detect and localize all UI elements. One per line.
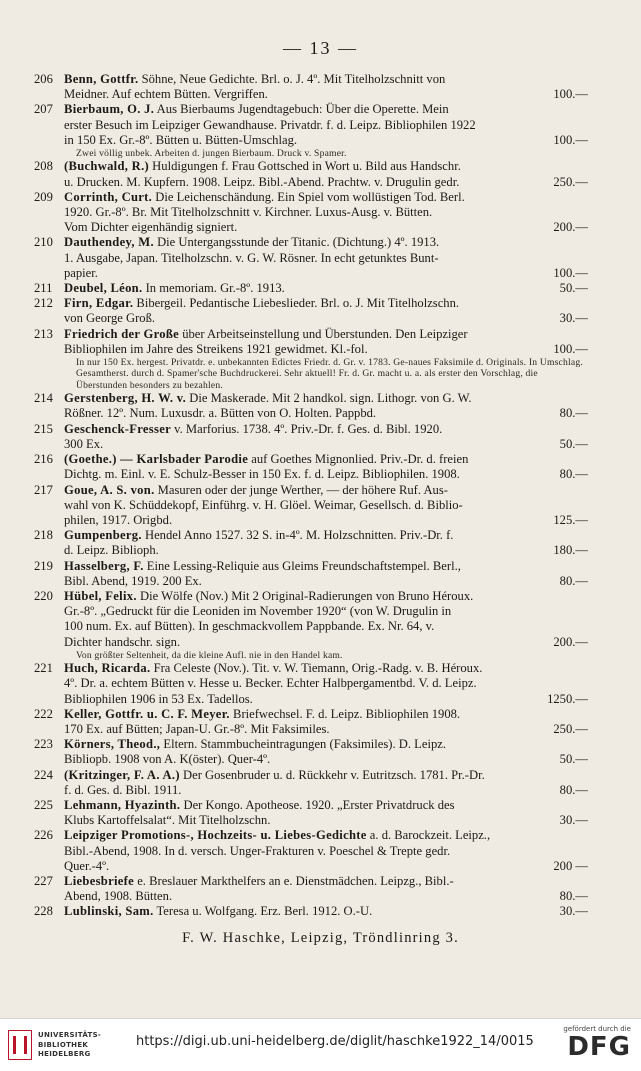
entry-author: Gerstenberg, H. W. v. bbox=[64, 391, 187, 406]
entry-text: e. Breslauer Markthelfers an e. Dienstmädchen. Leipzg., Bibl.- bbox=[134, 873, 454, 888]
catalog-entry bbox=[34, 452, 588, 482]
entry-number: 223 bbox=[34, 737, 53, 752]
entry-number: 228 bbox=[34, 904, 53, 919]
entry-number: 221 bbox=[34, 661, 53, 676]
entry-text: Der Gosenbruder u. d. Rückkehr v. Eutritzsch. 1781. Pr.-Dr. bbox=[179, 767, 485, 782]
entry-price: 200.— bbox=[553, 220, 588, 235]
entry-price: 250.— bbox=[553, 721, 588, 736]
entry-line bbox=[64, 619, 588, 634]
entry-author: Deubel, Léon. bbox=[64, 281, 143, 296]
entry-author: Benn, Gottfr. bbox=[64, 72, 139, 86]
entry-price: 80.— bbox=[559, 573, 588, 588]
entry-number: 208 bbox=[34, 159, 53, 174]
entry-text: Rößner. 12º. Num. Luxusdr. a. Bütten von O. Holten. Pappbd. bbox=[64, 406, 377, 421]
heidelberg-logo-icon bbox=[8, 1030, 32, 1060]
entry-number: 214 bbox=[34, 391, 53, 406]
entry-author: (Kritzinger, F. A. A.) bbox=[64, 767, 180, 782]
entry-line bbox=[64, 467, 588, 482]
catalog-entry bbox=[34, 235, 588, 281]
entry-author: Firn, Edgar. bbox=[64, 296, 134, 311]
entry-number: 219 bbox=[34, 558, 53, 573]
university-library-logo[interactable] bbox=[8, 1027, 140, 1065]
entry-line bbox=[64, 589, 588, 604]
entry-line bbox=[64, 159, 588, 174]
entry-text: In memoriam. Gr.-8º. 1913. bbox=[142, 281, 285, 296]
catalog-entry bbox=[34, 828, 588, 874]
entry-price: 80.— bbox=[559, 889, 588, 904]
entry-line bbox=[64, 559, 588, 574]
entry-text: 1920. Gr.-8º. Br. Mit Titelholzschnitt v. Kirchner. Luxus-Ausg. v. Bütten. bbox=[64, 205, 433, 220]
entry-text: Die Wölfe (Nov.) Mit 2 Original-Radierungen von Bruno Héroux. bbox=[136, 588, 474, 603]
entry-number: 215 bbox=[34, 421, 53, 436]
entry-note: In nur 150 Ex. hergest. Privatdr. e. unbekannten Edictes Friedr. d. Gr. v. 1783. Ge-naues Faksimile d. Originals. In Umschlag. Gesamtherst. durch d. Spamer'sche Buchdruckerei. Sehr aktuell! Fr. d. Gr. macht u. a. als erster den Vorschlag, die Überstunden besonders zu bezahlen. bbox=[76, 357, 583, 391]
entry-line bbox=[64, 904, 588, 919]
entry-number: 225 bbox=[34, 797, 53, 812]
entry-text: von George Groß. bbox=[64, 311, 156, 326]
entry-line bbox=[64, 574, 588, 589]
entry-text: Masuren oder der junge Werther, — der höhere Ruf. Aus- bbox=[154, 482, 448, 497]
entry-author: Gumpenberg. bbox=[64, 528, 142, 543]
entry-line bbox=[64, 692, 588, 707]
entry-text: Meidner. Auf echtem Bütten. Vergriffen. bbox=[64, 87, 268, 102]
entry-line bbox=[64, 874, 588, 889]
entry-line bbox=[64, 87, 588, 102]
entry-line bbox=[64, 220, 588, 235]
entry-line bbox=[64, 707, 588, 722]
publisher-line: F. W. Haschke, Leipzig, Tröndlinring 3. bbox=[182, 930, 459, 946]
entry-line bbox=[64, 498, 588, 513]
entry-text: Bibliophilen im Jahre des Streikens 1921 gewidmet. Kl.-fol. bbox=[64, 341, 368, 356]
entry-number: 220 bbox=[34, 588, 53, 603]
entry-price: 1250.— bbox=[547, 691, 588, 706]
entry-line bbox=[64, 296, 588, 311]
entry-author: (Buchwald, R.) bbox=[64, 159, 150, 174]
catalog-entry bbox=[34, 391, 588, 421]
catalog-entry bbox=[34, 661, 588, 707]
entry-text: auf Goethes Mignonlied. Priv.-Dr. d. freien bbox=[248, 452, 469, 467]
entry-text: Eine Lessing-Reliquie aus Gleims Freundschaftstempel. Berl., bbox=[143, 558, 461, 573]
catalog-entry bbox=[34, 589, 588, 661]
entry-price: 100.— bbox=[553, 265, 588, 280]
entry-text: Bibliophilen 1906 in 53 Ex. Tadellos. bbox=[64, 691, 253, 706]
entry-author: Liebesbriefe bbox=[64, 873, 135, 888]
entry-text: v. Marforius. 1738. 4º. Priv.-Dr. f. Ges. d. Bibl. 1920. bbox=[171, 421, 443, 436]
entry-author: Huch, Ricarda. bbox=[64, 661, 151, 676]
catalog-entries bbox=[34, 72, 588, 920]
catalog-entry bbox=[34, 768, 588, 798]
entry-text: Bibergeil. Pedantische Liebeslieder. Brl. o. J. Mit Titelholzschn. bbox=[133, 296, 460, 311]
entry-author: Goue, A. S. von. bbox=[64, 482, 155, 497]
catalog-entry bbox=[34, 72, 588, 102]
entry-price: 30.— bbox=[559, 904, 588, 919]
entry-text: Hendel Anno 1527. 32 S. in-4º. M. Holzschnitten. Priv.-Dr. f. bbox=[141, 528, 454, 543]
entry-line bbox=[64, 768, 588, 783]
entry-line bbox=[64, 437, 588, 452]
entry-text: Vom Dichter eigenhändig signiert. bbox=[64, 220, 238, 235]
entry-line bbox=[64, 528, 588, 543]
entry-price: 125.— bbox=[553, 512, 588, 527]
entry-price: 80.— bbox=[559, 467, 588, 482]
entry-author: Geschenck-Fresser bbox=[64, 421, 171, 436]
entry-line bbox=[64, 102, 588, 117]
entry-line bbox=[64, 251, 588, 266]
entry-text: Abend, 1908. Bütten. bbox=[64, 889, 173, 904]
entry-author: Leipziger Promotions-, Hochzeits- u. Liebes-Gedichte bbox=[64, 828, 367, 843]
entry-price: 50.— bbox=[559, 752, 588, 767]
entry-number: 207 bbox=[34, 102, 53, 117]
entry-text: 170 Ex. auf Bütten; Japan-U. Gr.-8º. Mit Faksimiles. bbox=[64, 721, 330, 736]
entry-line bbox=[64, 281, 588, 296]
entry-text: Der Kongo. Apotheose. 1920. „Erster Privatdruck des bbox=[180, 797, 455, 812]
entry-line bbox=[64, 722, 588, 737]
entry-number: 210 bbox=[34, 235, 53, 250]
entry-price: 200 — bbox=[553, 858, 588, 873]
entry-line bbox=[64, 190, 588, 205]
entry-number: 211 bbox=[34, 281, 53, 296]
entry-price: 50.— bbox=[559, 436, 588, 451]
catalog-entry bbox=[34, 707, 588, 737]
page-url-link[interactable]: https://digi.ub.uni-heidelberg.de/diglit/haschke1922_14/0015 bbox=[136, 1034, 534, 1049]
catalog-entry bbox=[34, 296, 588, 326]
entry-text: Eltern. Stammbucheintragungen (Faksimiles). D. Leipz. bbox=[160, 737, 446, 752]
entry-price: 200.— bbox=[553, 634, 588, 649]
entry-number: 209 bbox=[34, 189, 53, 204]
entry-text: u. Drucken. M. Kupfern. 1908. Leipz. Bibl.-Abend. Prachtw. v. Drugulin gedr. bbox=[64, 174, 460, 189]
entry-line bbox=[64, 266, 588, 281]
entry-text: in 150 Ex. Gr.-8º. Bütten u. Bütten-Umschlag. bbox=[64, 132, 298, 147]
catalog-entry bbox=[34, 422, 588, 452]
entry-text: Teresa u. Wolfgang. Erz. Berl. 1912. O.-U. bbox=[153, 904, 373, 919]
entry-text: erster Besuch im Leipziger Gewandhause. Privatdr. f. d. Leipz. Bibliophilen 1922 bbox=[64, 117, 476, 132]
entry-line bbox=[64, 737, 588, 752]
entry-note: Zwei völlig unbek. Arbeiten d. jungen Bierbaum. Druck v. Spamer. bbox=[76, 148, 347, 160]
catalog-entry bbox=[34, 874, 588, 904]
entry-line bbox=[64, 844, 588, 859]
entry-number: 226 bbox=[34, 828, 53, 843]
entry-line bbox=[64, 235, 588, 250]
dfg-logo[interactable] bbox=[559, 1025, 631, 1067]
entry-line bbox=[64, 889, 588, 904]
entry-price: 80.— bbox=[559, 782, 588, 797]
entry-note: Von größter Seltenheit, da die kleine Aufl. nie in den Handel kam. bbox=[76, 649, 343, 661]
entry-text: Dichtg. m. Einl. v. E. Schulz-Besser in 150 Ex. f. d. Leipz. Bibliophilen. 1908. bbox=[64, 467, 460, 482]
entry-number: 224 bbox=[34, 767, 53, 782]
entry-text: Gr.-8º. „Gedruckt für die Leoniden im November 1920“ (von W. Drugulin in bbox=[64, 604, 452, 619]
entry-text: Bibl. Abend, 1919. 200 Ex. bbox=[64, 573, 202, 588]
entry-line bbox=[64, 543, 588, 558]
entry-text: Dichter handschr. sign. bbox=[64, 634, 181, 649]
entry-text: Klubs Kartoffelsalat“. Mit Titelholzschn. bbox=[64, 813, 271, 828]
entry-author: Hübel, Felix. bbox=[64, 588, 137, 603]
library-logo-text: UNIVERSITÄTS- BIBLIOTHEK HEIDELBERG bbox=[38, 1031, 102, 1058]
entry-text: Söhne, Neue Gedichte. Brl. o. J. 4º. Mit Titelholzschnitt von bbox=[138, 72, 446, 86]
entry-text: d. Leipz. Biblioph. bbox=[64, 543, 159, 558]
entry-text: 300 Ex. bbox=[64, 436, 104, 451]
entry-author: Friedrich der Große bbox=[64, 326, 180, 341]
entry-line bbox=[64, 752, 588, 767]
entry-price: 30.— bbox=[559, 311, 588, 326]
entry-text: Bibliopb. 1908 von A. K(öster). Quer-4º. bbox=[64, 752, 271, 767]
entry-author: Hasselberg, F. bbox=[64, 558, 144, 573]
entry-line bbox=[64, 635, 588, 650]
entry-text: Briefwechsel. F. d. Leipz. Bibliophilen 1908. bbox=[229, 706, 461, 721]
entry-number: 222 bbox=[34, 706, 53, 721]
catalog-entry bbox=[34, 102, 588, 159]
entry-line bbox=[64, 798, 588, 813]
page-number: — 13 — bbox=[283, 38, 358, 58]
entry-line bbox=[64, 118, 588, 133]
entry-text: wahl von K. Schüddekopf, Einführg. v. H. Glöel. Weimar, Gesellsch. d. Biblio- bbox=[64, 497, 463, 512]
viewer-footer bbox=[0, 1018, 641, 1071]
entry-line bbox=[64, 452, 588, 467]
entry-price: 80.— bbox=[559, 406, 588, 421]
entry-author: (Goethe.) — Karlsbader Parodie bbox=[64, 452, 249, 467]
entry-text: 1. Ausgabe, Japan. Titelholzschn. v. G. W. Rösner. In echt getunktes Bunt- bbox=[64, 250, 439, 265]
entry-line bbox=[64, 72, 588, 87]
entry-text: 4º. Dr. a. echtem Bütten v. Hesse u. Becker. Echter Halbpergamentbd. V. d. Leipz. bbox=[64, 676, 477, 691]
catalog-entry bbox=[34, 904, 588, 919]
entry-text: Huldigungen f. Frau Gottsched in Wort u. Bild aus Handschr. bbox=[149, 159, 461, 174]
entry-price: 180.— bbox=[553, 543, 588, 558]
entry-author: Dauthendey, M. bbox=[64, 235, 154, 250]
entry-line bbox=[64, 406, 588, 421]
entry-line bbox=[64, 513, 588, 528]
entry-text: Die Leichenschändung. Ein Spiel vom wollüstigen Tod. Berl. bbox=[152, 189, 465, 204]
entry-text: a. d. Barockzeit. Leipz., bbox=[366, 828, 491, 843]
entry-line bbox=[64, 859, 588, 874]
entry-author: Lublinski, Sam. bbox=[64, 904, 154, 919]
entry-number: 216 bbox=[34, 452, 53, 467]
catalog-entry bbox=[34, 737, 588, 767]
entry-line bbox=[64, 133, 588, 148]
entry-text: Aus Bierbaums Jugendtagebuch: Über die Operette. Mein bbox=[154, 102, 449, 117]
entry-line bbox=[64, 327, 588, 342]
catalog-entry bbox=[34, 281, 588, 296]
entry-line bbox=[64, 483, 588, 498]
entry-text: f. d. Ges. d. Bibl. 1911. bbox=[64, 782, 182, 797]
entry-author: Corrinth, Curt. bbox=[64, 189, 153, 204]
entry-line bbox=[64, 205, 588, 220]
entry-number: 212 bbox=[34, 296, 53, 311]
entry-number: 213 bbox=[34, 326, 53, 341]
entry-text: Quer.-4º. bbox=[64, 858, 110, 873]
entry-text: Fra Celeste (Nov.). Tit. v. W. Tiemann, Orig.-Radg. v. B. Héroux. bbox=[150, 661, 483, 676]
catalog-entry bbox=[34, 798, 588, 828]
entry-number: 206 bbox=[34, 72, 53, 86]
entry-text: über Arbeitseinstellung und Überstunden. Den Leipziger bbox=[179, 326, 468, 341]
entry-line bbox=[64, 391, 588, 406]
entry-price: 30.— bbox=[559, 813, 588, 828]
entry-line bbox=[64, 422, 588, 437]
entry-author: Körners, Theod., bbox=[64, 737, 161, 752]
entry-author: Bierbaum, O. J. bbox=[64, 102, 155, 117]
catalog-entry bbox=[34, 483, 588, 529]
dfg-logo-text: DFG bbox=[567, 1032, 631, 1062]
entry-text: philen, 1917. Origbd. bbox=[64, 512, 173, 527]
entry-line bbox=[64, 783, 588, 798]
dfg-caption: gefördert durch die bbox=[563, 1025, 631, 1033]
entry-line bbox=[64, 676, 588, 691]
entry-price: 100.— bbox=[553, 341, 588, 356]
entry-number: 227 bbox=[34, 873, 53, 888]
entry-line bbox=[64, 828, 588, 843]
entry-price: 50.— bbox=[559, 281, 588, 296]
catalog-entry bbox=[34, 327, 588, 392]
entry-text: 100 num. Ex. auf Bütten). In geschmackvollem Pappbande. Ex. Nr. 64, v. bbox=[64, 619, 435, 634]
entry-text: Die Untergangsstunde der Titanic. (Dichtung.) 4º. 1913. bbox=[153, 235, 440, 250]
catalog-entry bbox=[34, 528, 588, 558]
entry-text: papier. bbox=[64, 265, 98, 280]
entry-number: 217 bbox=[34, 482, 53, 497]
catalog-entry bbox=[34, 559, 588, 589]
catalog-entry bbox=[34, 190, 588, 236]
catalog-entry bbox=[34, 159, 588, 189]
entry-line bbox=[64, 661, 588, 676]
entry-author: Keller, Gottfr. u. C. F. Meyer. bbox=[64, 706, 230, 721]
entry-price: 250.— bbox=[553, 174, 588, 189]
entry-text: Bibl.-Abend, 1908. In d. versch. Unger-Frakturen v. Poeschel & Trepte gedr. bbox=[64, 843, 451, 858]
entry-price: 100.— bbox=[553, 87, 588, 102]
entry-price: 100.— bbox=[553, 132, 588, 147]
entry-line bbox=[64, 604, 588, 619]
entry-author: Lehmann, Hyazinth. bbox=[64, 797, 181, 812]
entry-line bbox=[64, 311, 588, 326]
entry-number: 218 bbox=[34, 528, 53, 543]
entry-line bbox=[64, 175, 588, 190]
entry-text: Die Maskerade. Mit 2 handkol. sign. Lithogr. von G. W. bbox=[186, 391, 472, 406]
entry-line bbox=[64, 342, 588, 357]
entry-line bbox=[64, 813, 588, 828]
